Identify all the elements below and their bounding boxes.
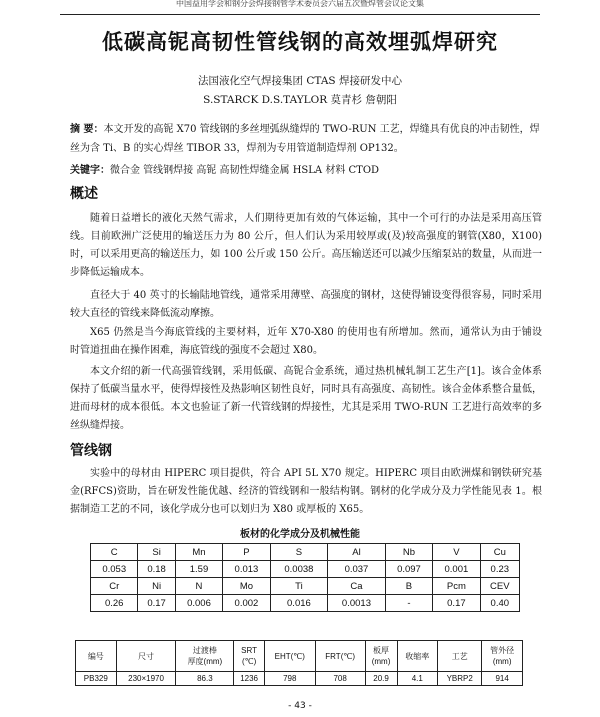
paragraph: 实验中的母材由 HIPERC 项目提供，符合 API 5L X70 规定。HIPERC 项目由欧洲煤和钢铁研究基金(RFCS)资助，旨在研发性能优越、经济的管线钢和一般结构钢。钢材的化学成分及力学性能见表 1。根据制造工艺的不同，该化学成分也可以划归为 X80 或厚板的 X65。	[70, 468, 542, 515]
table-cell: Cu	[480, 544, 519, 561]
paragraph: 本文介绍的新一代高强管线钢，采用低碳、高铌合金系统，通过热机械轧制工艺生产[1]。该合金体系保持了低碳当量水平，使得焊接性及热影响区韧性良好，同时具有高强度、高韧性。该合金体系整合量低，进而母材的成本很低。本文也验证了新一代管线钢的焊接性，尤其是采用 TWO-RUN 工艺进行高效率的多丝纵缝焊接。	[70, 366, 542, 431]
keywords-text: 微合金 管线钢焊接 高铌 高韧性焊缝金属 HSLA 材料 CTOD	[110, 165, 380, 176]
table-cell: Cr	[91, 578, 138, 595]
table-cell: Ti	[270, 578, 328, 595]
table-cell: 0.26	[91, 595, 138, 612]
table-cell: Al	[328, 544, 386, 561]
affiliation: 法国液化空气焊接集团 CTAS 焊接研发中心	[198, 75, 402, 87]
rolling-parameters-table	[75, 640, 523, 686]
table-cell: S	[270, 544, 328, 561]
table-cell: B	[385, 578, 432, 595]
table-cell: 0.40	[480, 595, 519, 612]
table-cell: 230×1970	[116, 672, 176, 686]
table-cell: 86.3	[176, 672, 234, 686]
table-row	[91, 561, 520, 578]
table-header-cell: 尺寸	[116, 641, 176, 672]
table-cell: Ca	[328, 578, 386, 595]
paragraph: 直径大于 40 英寸的长输陆地管线，通常采用薄壁、高强度的钢材，这使得铺设变得很容易，同时采用较大直径的管线来降低流动摩擦。	[70, 290, 542, 319]
running-header: 中国益用学会和钢分会焊接钢管学术委员会六届五次暨焊管会议论文集	[60, 0, 540, 15]
table-cell: Si	[138, 544, 175, 561]
table-cell: CEV	[480, 578, 519, 595]
table-cell: YBRP2	[438, 672, 482, 686]
table-cell: V	[433, 544, 480, 561]
table-cell: 0.001	[433, 561, 480, 578]
table-caption: 板材的化学成分及机械性能	[240, 529, 360, 540]
table-cell: 708	[315, 672, 365, 686]
table-cell: 0.037	[328, 561, 386, 578]
table-cell: Mn	[175, 544, 222, 561]
section-heading-pipeline-steel: 管线钢	[70, 443, 112, 459]
section-heading-overview: 概述	[70, 186, 98, 202]
abstract-label: 摘 要：	[70, 124, 104, 135]
table-cell: 4.1	[397, 672, 438, 686]
table-header-cell: 工艺	[438, 641, 482, 672]
table-header-row	[76, 641, 523, 672]
table-row	[76, 672, 523, 686]
table-cell: 0.002	[223, 595, 270, 612]
table-cell: -	[385, 595, 432, 612]
table-header-cell: 过渡棒 厚度(mm)	[176, 641, 234, 672]
table-cell: 0.0013	[328, 595, 386, 612]
table-cell: 798	[264, 672, 315, 686]
paragraph: 随着日益增长的液化天然气需求，人们期待更加有效的气体运输，其中一个可行的办法是采用高压管线。目前欧洲广泛使用的输送压力为 80 公斤，但人们认为采用较厚或(及)较高强度的钢管(X80，X100)时，可以采用更高的输送压力，如 100 公斤或 150 公斤。高压输送还可以减少压缩泵站的数量，从而进一步降低运输成本。	[70, 213, 542, 278]
table-cell: 1236	[234, 672, 265, 686]
table-cell: 0.0038	[270, 561, 328, 578]
table-cell: 0.17	[138, 595, 175, 612]
table-header-cell: 板厚 (mm)	[365, 641, 397, 672]
table-header-cell: SRT (℃)	[234, 641, 265, 672]
table-cell: 0.053	[91, 561, 138, 578]
table-header-cell: FRT(℃)	[315, 641, 365, 672]
keywords-label: 关键字：	[70, 165, 110, 176]
table-cell: N	[175, 578, 222, 595]
table-cell: 0.18	[138, 561, 175, 578]
authors: S.STARCK D.S.TAYLOR 莫青杉 詹朝阳	[203, 94, 397, 106]
table-cell: 0.006	[175, 595, 222, 612]
paragraph: X65 仍然是当今海底管线的主要材料，近年 X70-X80 的使用也有所增加。然而，通常认为由于铺设时管道扭曲在操作困难，海底管线的强度不会超过 X80。	[70, 327, 542, 356]
table-cell: C	[91, 544, 138, 561]
table-cell: 0.013	[223, 561, 270, 578]
table-row	[91, 544, 520, 561]
table-cell: PB329	[76, 672, 117, 686]
table-header-cell: 管外径 (mm)	[482, 641, 523, 672]
table-header-cell: EHT(℃)	[264, 641, 315, 672]
table-header-cell: 收缩率	[397, 641, 438, 672]
table-cell: 0.016	[270, 595, 328, 612]
table-cell: Ni	[138, 578, 175, 595]
paper-title: 低碳高铌高韧性管线钢的高效埋弧焊研究	[102, 30, 498, 54]
keywords	[70, 161, 540, 180]
table-cell: 914	[482, 672, 523, 686]
chemical-composition-table	[90, 543, 520, 612]
table-cell: 0.17	[433, 595, 480, 612]
table-row	[91, 578, 520, 595]
table-cell: Nb	[385, 544, 432, 561]
page-number: - 43 -	[288, 701, 312, 711]
abstract	[70, 120, 540, 158]
table-cell: Pcm	[433, 578, 480, 595]
table-cell: Mo	[223, 578, 270, 595]
table-cell: 20.9	[365, 672, 397, 686]
table-header-cell: 编号	[76, 641, 117, 672]
table-row	[91, 595, 520, 612]
abstract-text: 本文开发的高铌 X70 管线钢的多丝埋弧纵缝焊的 TWO-RUN 工艺，焊缝具有优良的冲击韧性，焊丝为含 Ti、B 的实心焊丝 TIBOR 33，焊剂为专用管道制造焊剂 OP132。	[70, 124, 540, 154]
table-cell: 0.23	[480, 561, 519, 578]
table-cell: 0.097	[385, 561, 432, 578]
table-cell: P	[223, 544, 270, 561]
table-cell: 1.59	[175, 561, 222, 578]
